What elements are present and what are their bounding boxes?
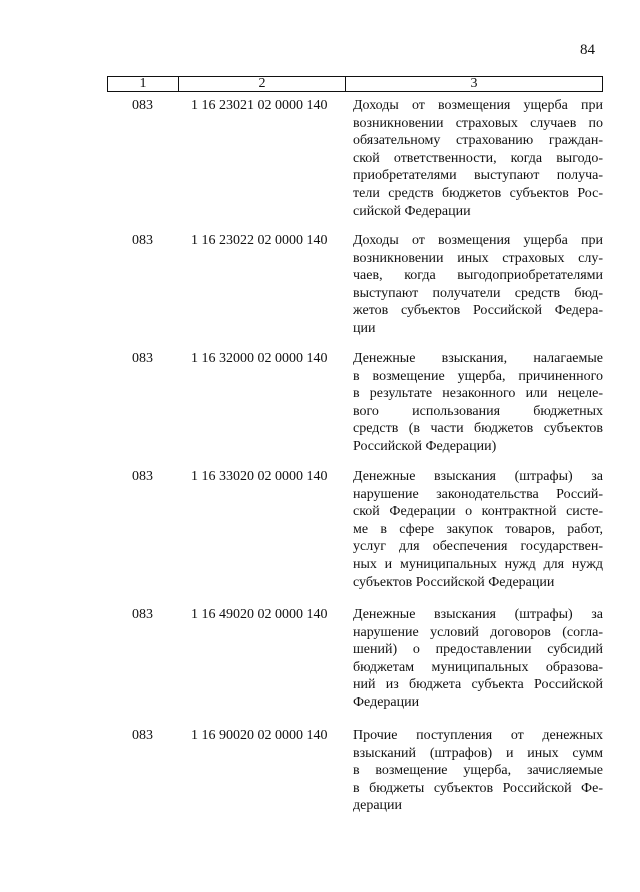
description-line: взысканий (штрафов) и иных сумм (353, 745, 603, 761)
description-line: в результате незаконного или нецеле- (353, 386, 603, 402)
admin-code: 083 (132, 607, 153, 622)
description-line: Прочие поступления от денежных (353, 728, 603, 743)
description-line: Доходы от возмещения ущерба при (353, 233, 603, 248)
column-header-1: 1 (108, 77, 179, 91)
admin-code: 083 (132, 98, 153, 113)
description-line: в бюджеты субъектов Российской Фе- (353, 780, 603, 796)
description-line: Денежные взыскания (штрафы) за (353, 607, 603, 622)
description-line: обязательному страхованию граждан- (353, 133, 603, 149)
description-line: бюджетам муниципальных образова- (353, 659, 603, 675)
description-line: услуг для обеспечения государствен- (353, 539, 603, 555)
description-line: Российской Федерации) (353, 438, 497, 454)
description-line: ской Федерации о контрактной систе- (353, 504, 603, 520)
budget-classification-code: 1 16 23022 02 0000 140 (191, 233, 328, 248)
income-description (353, 350, 603, 456)
description-line: приобретателями выступают получа- (353, 168, 603, 184)
description-line: дерации (353, 798, 403, 814)
description-line: ме в сфере закупок товаров, работ, (353, 521, 603, 537)
admin-code: 083 (132, 351, 153, 366)
description-line: Доходы от возмещения ущерба при (353, 98, 603, 113)
description-line: возникновении иных страховых слу- (353, 250, 603, 266)
description-line: Денежные взыскания, налагаемые (353, 351, 603, 366)
description-line: нарушение законодательства Россий- (353, 486, 603, 502)
description-line: возникновении страховых случаев по (353, 115, 603, 131)
description-line: вого использования бюджетных (353, 403, 603, 419)
income-description (353, 232, 603, 338)
description-line: ции (353, 320, 376, 336)
description-line: в возмещение ущерба, причиненного (353, 368, 603, 384)
income-description (353, 468, 603, 591)
admin-code: 083 (132, 728, 153, 743)
budget-classification-code: 1 16 32000 02 0000 140 (191, 351, 328, 366)
description-line: ных и муниципальных нужд для нужд (353, 556, 603, 572)
page-number: 84 (580, 42, 595, 58)
description-line: жетов субъектов Российской Федера- (353, 303, 603, 319)
description-line: ской ответственности, когда выгодо- (353, 150, 603, 166)
budget-classification-code: 1 16 33020 02 0000 140 (191, 469, 328, 484)
column-header-2: 2 (179, 77, 346, 91)
description-line: выступают получатели средств бюд- (353, 285, 603, 301)
table-header (107, 76, 603, 92)
admin-code: 083 (132, 469, 153, 484)
description-line: шений) о предоставлении субсидий (353, 642, 603, 658)
admin-code: 083 (132, 233, 153, 248)
description-line: нарушение условий договоров (согла- (353, 624, 603, 640)
income-description (353, 97, 603, 220)
description-line: Федерации (353, 694, 420, 710)
column-header-3: 3 (470, 76, 478, 91)
income-description (353, 606, 603, 712)
description-line: чаев, когда выгодоприобретателями (353, 268, 603, 284)
budget-classification-code: 1 16 90020 02 0000 140 (191, 728, 328, 743)
description-line: в возмещение ущерба, зачисляемые (353, 763, 603, 779)
description-line: субъектов Российской Федерации (353, 574, 555, 590)
description-line: ний из бюджета субъекта Российской (353, 677, 603, 693)
description-line: сийской Федерации (353, 203, 471, 219)
income-description (353, 727, 603, 815)
description-line: тели средств бюджетов субъектов Рос- (353, 185, 603, 201)
description-line: Денежные взыскания (штрафы) за (353, 469, 603, 484)
description-line: средств (в части бюджетов субъектов (353, 421, 603, 437)
budget-classification-code: 1 16 49020 02 0000 140 (191, 607, 328, 622)
budget-classification-code: 1 16 23021 02 0000 140 (191, 98, 328, 113)
